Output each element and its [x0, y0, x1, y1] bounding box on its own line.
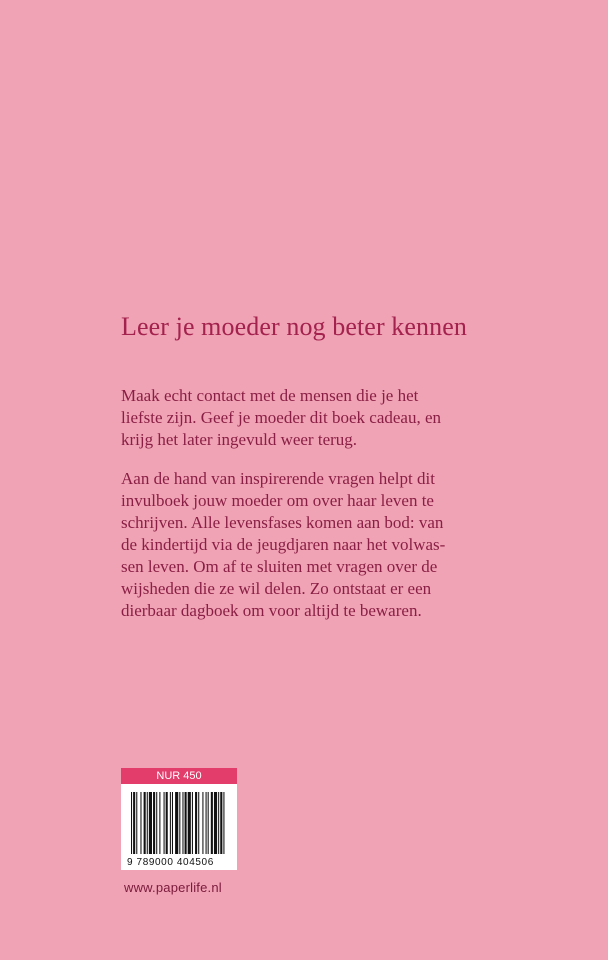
barcode-bar	[188, 792, 191, 854]
nur-label: NUR 450	[121, 768, 237, 784]
barcode-bar	[147, 792, 148, 854]
barcode-bar	[156, 792, 157, 854]
intro-line: krijg het later ingevuld weer terug.	[121, 430, 358, 449]
barcode-bar	[214, 792, 217, 854]
intro-line: Maak echt contact met de mensen die je het	[121, 386, 419, 405]
website-url: www.paperlife.nl	[124, 880, 222, 895]
barcode-bar	[133, 792, 135, 854]
barcode-bar	[179, 792, 180, 854]
barcode-bar	[218, 792, 219, 854]
barcode-bar	[220, 792, 222, 854]
intro-paragraph	[121, 385, 501, 451]
description-line: de kindertijd via de jeugdjaren naar het volwas-	[121, 535, 446, 554]
barcode-bar	[211, 792, 213, 854]
barcode-bar	[175, 792, 178, 854]
barcode-bar	[208, 792, 209, 854]
description-line: Aan de hand van inspirerende vragen helpt dit	[121, 469, 435, 488]
barcode-bar	[166, 792, 168, 854]
description-line: schrijven. Alle levensfases komen aan bod: van	[121, 513, 444, 532]
barcode-bar	[153, 792, 155, 854]
barcode-bar	[202, 792, 203, 854]
description-line: invulboek jouw moeder om over haar leven te	[121, 491, 434, 510]
description-paragraph	[121, 468, 501, 622]
barcode-bar	[198, 792, 199, 854]
barcode-bar	[172, 792, 173, 854]
barcode-bar	[131, 792, 132, 854]
barcode-bar	[195, 792, 197, 854]
barcode-bar	[206, 792, 207, 854]
barcode-bar	[149, 792, 152, 854]
isbn-digits: 9 789000 404506	[127, 857, 214, 868]
barcode-bar	[192, 792, 193, 854]
barcode-bar	[164, 792, 165, 854]
description-line: wijsheden die ze wil delen. Zo ontstaat er een	[121, 579, 432, 598]
barcode-bar	[136, 792, 137, 854]
cover-title: Leer je moeder nog beter kennen	[121, 312, 467, 341]
barcode-bar	[140, 792, 141, 854]
description-line: dierbaar dagboek om voor altijd te bewaren.	[121, 601, 422, 620]
isbn-barcode	[121, 784, 237, 870]
barcode-bar	[182, 792, 183, 854]
barcode-bar	[223, 792, 224, 854]
description-line: sen leven. Om af te sluiten met vragen over de	[121, 557, 438, 576]
barcode-bar	[144, 792, 146, 854]
barcode-bar	[159, 792, 160, 854]
intro-line: liefste zijn. Geef je moeder dit boek cadeau, en	[121, 408, 442, 427]
barcode-bar	[170, 792, 171, 854]
barcode-bar	[185, 792, 187, 854]
